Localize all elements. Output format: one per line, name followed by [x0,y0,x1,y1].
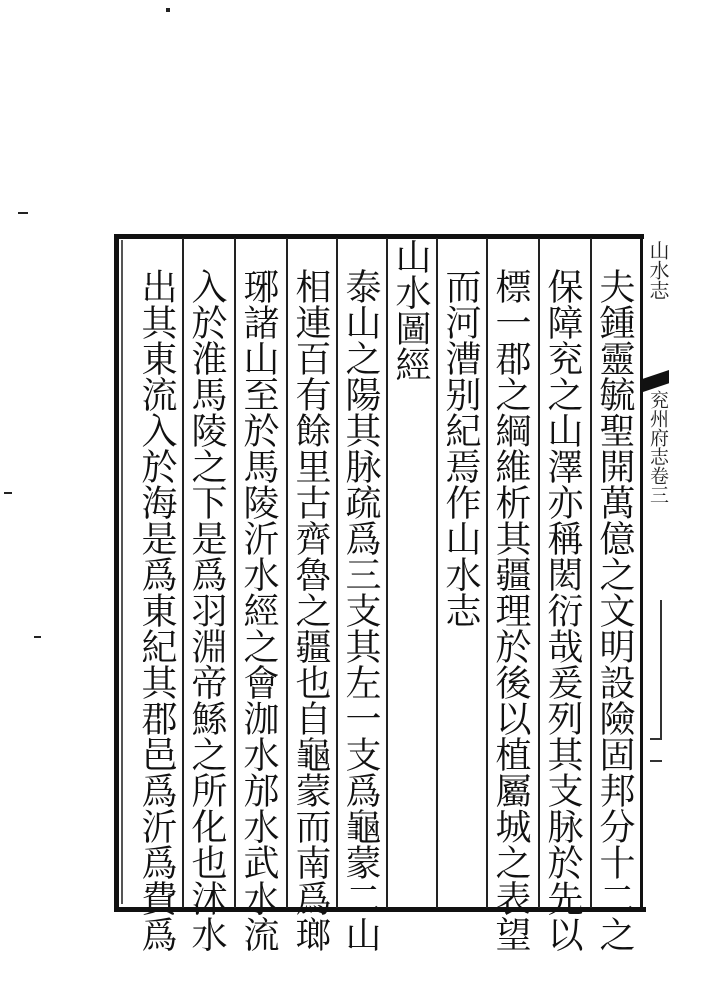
column-text: 保障兖之山澤亦稱閎衍哉爰列其支脉於先以 [542,268,583,952]
text-column-8 [236,268,282,952]
frame-left-inner-border [121,240,123,904]
text-column-7 [288,268,334,952]
section-title-text: 山水志 [646,240,670,300]
scan-speck [34,636,41,638]
column-text: 山水圖經 [390,238,431,382]
margin-tick [660,600,662,740]
column-text: 而河漕别紀焉作山水志 [440,268,481,628]
text-column-5 [388,238,434,382]
column-text: 標一郡之綱維析其疆理於後以植屬城之表望 [490,268,531,952]
scan-speck [18,212,28,214]
section-title [646,240,670,305]
column-text: 相連百有餘里古齊魯之疆也自龜蒙而南爲瑯 [290,268,331,952]
frame-right-border [640,234,643,912]
volume-label-text: 兖州府志卷三 [647,390,669,504]
frame-top-border [116,234,644,239]
column-text: 泰山之陽其脉疏爲三支其左一支爲龜蒙二山 [340,268,381,952]
frame-left-border [114,234,119,912]
column-text: 入於淮馬陵之下是爲羽淵帝鯀之所化也沭水 [186,268,227,952]
volume-label [646,390,670,509]
fold-margin [646,240,670,504]
column-text: 夫鍾靈毓聖開萬億之文明設險固邦分十二之 [594,268,635,952]
text-column-9 [184,268,230,952]
text-column-10 [134,268,180,952]
text-column-6 [338,268,384,952]
column-text: 出其東流入於海是爲東紀其郡邑爲沂爲費爲 [136,268,177,952]
column-text: 琊諸山至於馬陵沂水經之會泇水邡水武水流 [238,268,279,952]
margin-tick [650,760,662,762]
scan-speck [4,492,12,494]
text-column-1 [592,268,638,952]
scan-speck [166,8,170,12]
fish-tail-mark [643,370,669,392]
text-column-2 [540,268,586,952]
text-column-3 [488,268,534,952]
text-column-4 [438,268,484,628]
